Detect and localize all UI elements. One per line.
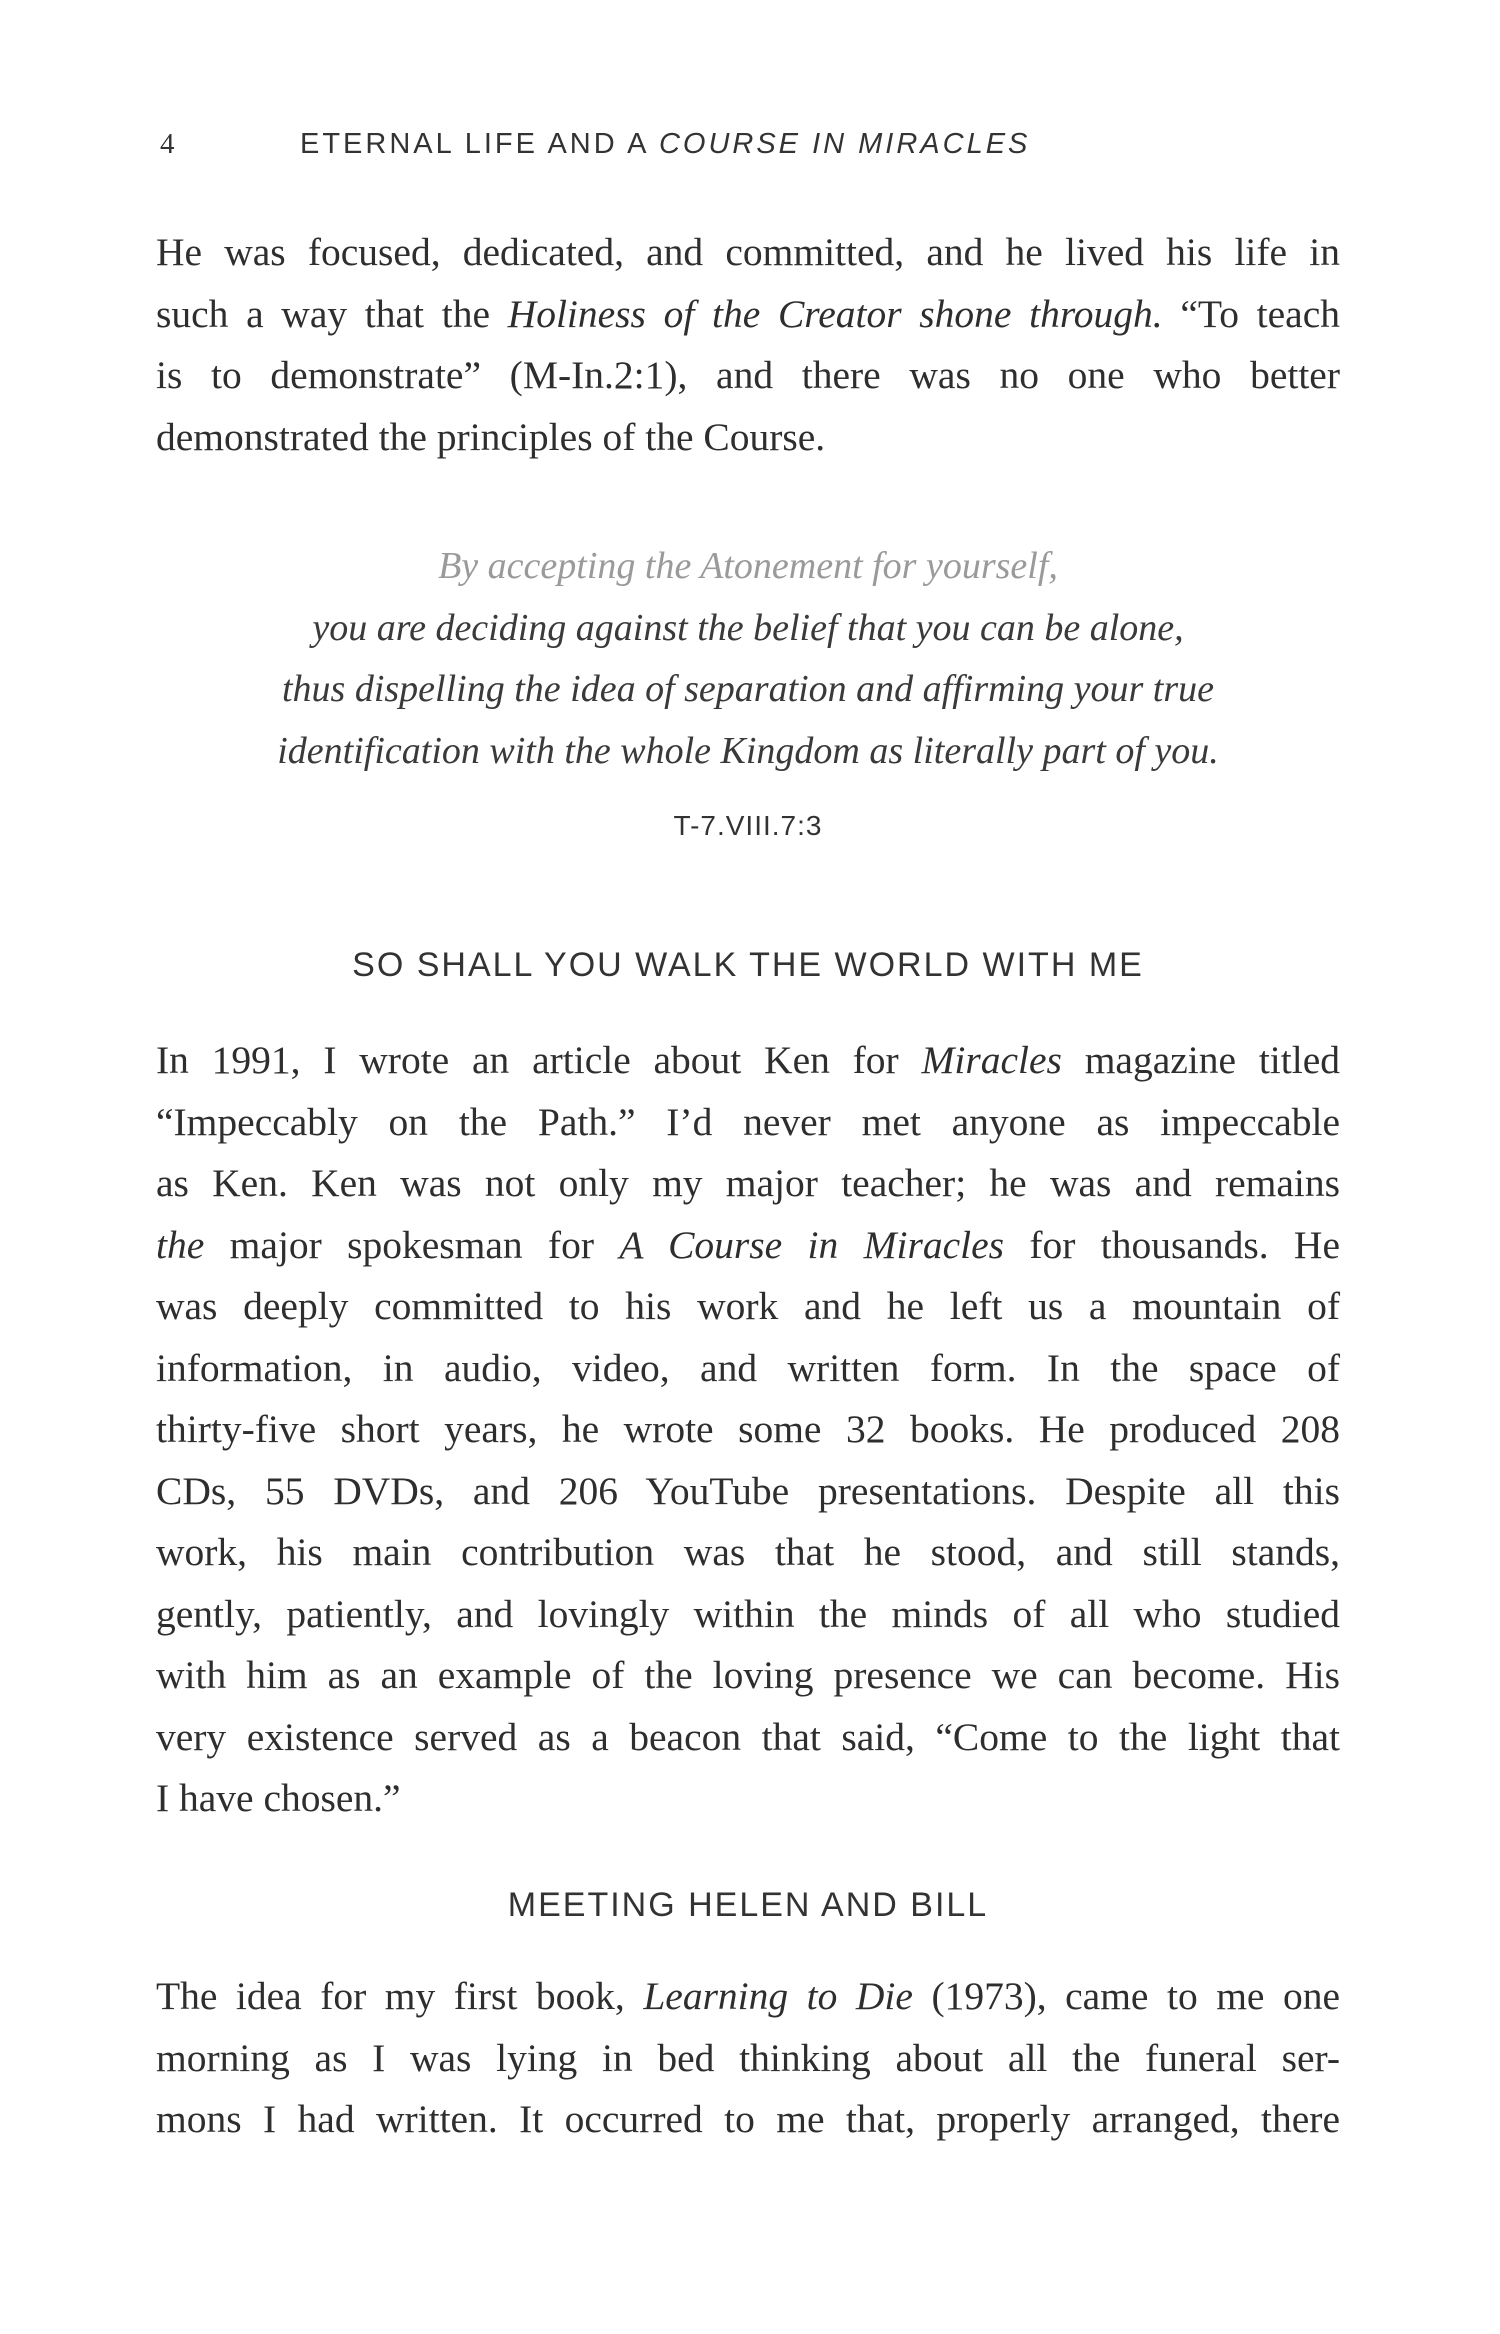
para2-line6: information, in audio, video, and written form. In the space of [156, 1345, 1340, 1390]
para1-line2-end: “To teach [1162, 291, 1340, 336]
para2-l4d: for thousands. He [1004, 1222, 1340, 1267]
para3-line1 [156, 1966, 1340, 2028]
para2-line7: thirty-five short years, he wrote some 32 books. He produced 208 [156, 1407, 1340, 1451]
para1-line2-start: such a way that the [156, 291, 508, 336]
epigraph-line4: identification with the whole Kingdom as literally part of you. [277, 729, 1219, 772]
section-heading-meeting-helen-and-bill: MEETING HELEN AND BILL [507, 1886, 989, 1924]
book-title [300, 128, 1030, 161]
para2-line1 [156, 1030, 1340, 1092]
paragraph-ken-article [156, 1030, 1340, 1830]
para2-l4c: A Course in Miracles [619, 1222, 1004, 1267]
epigraph-line2: you are deciding against the belief that you can be alone, [312, 606, 1184, 649]
para2-line13: I have chosen.” [156, 1776, 401, 1820]
para2-line9: work, his main contribution was that he stood, and still stands, [156, 1530, 1340, 1574]
para1-line2 [156, 284, 1340, 346]
paragraph-first-book [156, 1966, 1340, 2151]
para1-line1: He was focused, dedicated, and committed, and he lived his life in [156, 230, 1340, 274]
para2-line11: with him as an example of the loving presence we can become. His [156, 1653, 1340, 1697]
page-number: 4 [160, 128, 175, 160]
para2-l4b: major spokesman for [204, 1222, 620, 1267]
epigraph-quote [156, 536, 1340, 782]
book-title-plain: ETERNAL LIFE AND A [300, 128, 659, 160]
para2-line8: CDs, 55 DVDs, and 206 YouTube presentations. Despite all this [156, 1468, 1340, 1513]
para1-line4: demonstrated the principles of the Course. [156, 414, 826, 459]
book-title-italic: COURSE IN MIRACLES [658, 128, 1031, 160]
para2-line4 [156, 1215, 1340, 1277]
para3-line3: mons I had written. It occurred to me that, properly arranged, there [156, 2097, 1340, 2141]
para2-l4a: the [156, 1222, 205, 1267]
epigraph-citation: T-7.VIII.7:3 [673, 810, 823, 841]
para2-l1a: In 1991, I wrote an article about Ken for [156, 1038, 922, 1082]
para2-l1c: magazine titled [1061, 1038, 1340, 1082]
para3-line2: morning as I was lying in bed thinking about all the funeral ser- [156, 2035, 1340, 2080]
epigraph-line1: By accepting the Atonement for yourself, [438, 545, 1058, 587]
section-heading-walk-the-world: SO SHALL YOU WALK THE WORLD WITH ME [352, 946, 1144, 984]
para2-line10: gently, patiently, and lovingly within the minds of all who studied [156, 1591, 1340, 1636]
epigraph-line3: thus dispelling the idea of separation and affirming your true [281, 668, 1215, 710]
para2-line12: very existence served as a beacon that said, “Come to the light that [156, 1714, 1340, 1759]
para3-l1c: (1973), came to me one [912, 1974, 1341, 2018]
running-head [160, 128, 1360, 168]
para2-line5: was deeply committed to his work and he left us a mountain of [156, 1284, 1340, 1328]
para2-line3: as Ken. Ken was not only my major teacher; he was and remains [156, 1161, 1340, 1205]
para1-line2-italic: Holiness of the Creator shone through. [507, 291, 1163, 336]
para3-l1b: Learning to Die [643, 1974, 913, 2018]
para3-l1a: The idea for my first book, [156, 1974, 644, 2018]
para2-line2: “Impeccably on the Path.” I’d never met anyone as impeccable [156, 1099, 1340, 1144]
para2-l1b: Miracles [921, 1038, 1062, 1082]
paragraph-ken-focused [156, 222, 1340, 468]
para1-line3: is to demonstrate” (M-In.2:1), and there was no one who better [156, 353, 1340, 397]
